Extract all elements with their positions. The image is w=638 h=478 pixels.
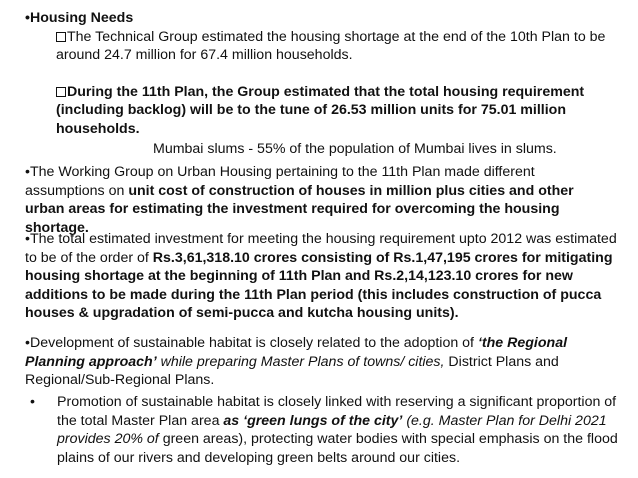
paragraph-text: •The Working Group on Urban Housing pertaining to the 11th Plan made different assumptions on [25, 164, 535, 199]
paragraph-text: •Development of sustainable habitat is closely related to the adoption of [25, 335, 478, 351]
working-group-section [25, 163, 600, 237]
paragraph-italic-text: while preparing Master Plans of towns/ cities, [156, 353, 445, 370]
bullet-text [25, 393, 637, 467]
checkbox-bullet-icon [56, 87, 66, 97]
checkbox-item [25, 28, 631, 65]
paragraph-text: District Plans and Regional/Sub-Regional Plans. [25, 353, 559, 389]
paragraph-text: •The total estimated investment for meeting the housing requirement upto 2012 was estimated to be of the order of [25, 231, 617, 266]
paragraph-text: green areas), protecting water bodies with special emphasis on the flood plains of our rivers and developing green belts around our cities. [57, 431, 618, 466]
section-heading: •Housing Needs [25, 10, 134, 26]
paragraph-bold-text: Rs.3,61,318.10 crores consisting of Rs.1,47,195 crores for mitigating housing shortage at the beginning of 11th Plan and Rs.2,14,123.10 crores for new additions to be made during the 11th Plan period (this includes construction of pucca houses & upgradation of semi-pucca and kutcha housing units). [25, 249, 613, 322]
green-lungs-bullet [25, 393, 637, 467]
housing-needs-section [25, 9, 637, 158]
slum-note: Mumbai slums - 55% of the population of Mumbai lives in slums. [153, 140, 557, 157]
checkbox-item [25, 83, 616, 139]
paragraph-text: Promotion of sustainable habitat is closely linked with reserving a significant proportion of the total Master Plan area [57, 394, 617, 429]
paragraph-italic-text: (e.g. Master Plan for Delhi 2021 provides 20% of [57, 412, 607, 448]
sustainable-habitat-section [25, 334, 610, 390]
item-text: The Technical Group estimated the housing shortage at the end of the 10th Plan to be around 24.7 million for 67.4 million households. [56, 28, 606, 64]
paragraph-bold-italic-text: as ‘green lungs of the city’ [223, 412, 403, 429]
paragraph-bold-italic-text: ‘the Regional Planning approach’ [25, 335, 568, 370]
paragraph-bold-text: unit cost of construction of houses in million plus cities and other urban areas for estimating the investment required for overcoming the housing shortage. [25, 182, 574, 236]
checkbox-bullet-icon [56, 32, 66, 42]
bullet-icon: • [30, 394, 35, 410]
investment-section [25, 230, 620, 323]
item-text: During the 11th Plan, the Group estimated that the total housing requirement (including backlog) will be to the tune of 26.53 million units for 75.01 million households. [56, 83, 585, 137]
